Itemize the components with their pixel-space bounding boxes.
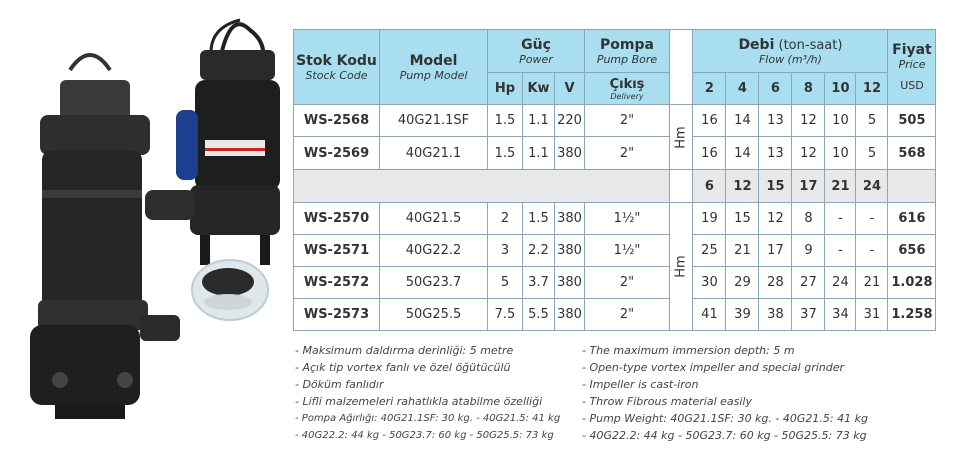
flow-col-a-4: 10 (825, 73, 856, 105)
note-line: - 40G22.2: 44 kg - 50G23.7: 60 kg - 50G25.5: 73 kg (295, 430, 554, 441)
flow-cell: 37 (792, 299, 825, 331)
note-line: - Maksimum daldırma derinliği: 5 metre (295, 344, 514, 357)
v-cell: 380 (555, 137, 585, 170)
v-header: V (555, 73, 585, 105)
flow-cell: 14 (726, 137, 759, 170)
kw-cell: 2.2 (523, 235, 555, 267)
note-line: - Impeller is cast-iron (582, 378, 699, 391)
bore-cell: 1½" (585, 203, 670, 235)
hp-cell: 7.5 (488, 299, 523, 331)
bore-cell: 2" (585, 299, 670, 331)
flow-cell: - (856, 235, 888, 267)
pump-product-image (0, 0, 295, 449)
note-line: - Open-type vortex impeller and special grinder (582, 361, 845, 374)
bore-cell: 2" (585, 137, 670, 170)
stock-code-cell: WS-2569 (294, 137, 380, 170)
note-line: - The maximum immersion depth: 5 m (582, 344, 795, 357)
flow-cell: 31 (856, 299, 888, 331)
flow-cell: 14 (726, 105, 759, 137)
flow-cell: 38 (759, 299, 792, 331)
hp-cell: 1.5 (488, 137, 523, 170)
flow-cell: 24 (825, 267, 856, 299)
note-line: - Pompa Ağırlığı: 40G21.1SF: 30 kg. - 40G21.5: 41 kg (295, 413, 561, 424)
flow-cell: 41 (693, 299, 726, 331)
flow-cell: 12 (792, 137, 825, 170)
price-cell: 1.028 (888, 267, 936, 299)
flow-cell: 12 (759, 203, 792, 235)
flow-cell: 19 (693, 203, 726, 235)
flow-col-b-4: 21 (825, 170, 856, 203)
hp-cell: 1.5 (488, 105, 523, 137)
flow-cell: 25 (693, 235, 726, 267)
flow-col-a-5: 12 (856, 73, 888, 105)
flow-cell: 5 (856, 105, 888, 137)
flow-cell: 39 (726, 299, 759, 331)
flow-cell: 10 (825, 137, 856, 170)
flow-col-b-0: 6 (693, 170, 726, 203)
flow-col-b-1: 12 (726, 170, 759, 203)
header-row-1 (294, 30, 936, 73)
flow-col-b-3: 17 (792, 170, 825, 203)
flow-cell: 30 (693, 267, 726, 299)
outlet-header: Çıkış Delivery (585, 73, 670, 105)
flow-col-a-1: 4 (726, 73, 759, 105)
flow-cell: 21 (726, 235, 759, 267)
flow-cell: 27 (792, 267, 825, 299)
v-cell: 380 (555, 267, 585, 299)
hp-header: Hp (488, 73, 523, 105)
hp-cell: 3 (488, 235, 523, 267)
v-cell: 380 (555, 203, 585, 235)
flow-cell: 29 (726, 267, 759, 299)
flow-cell: 28 (759, 267, 792, 299)
separator-cell (294, 170, 670, 203)
flow-col-a-3: 8 (792, 73, 825, 105)
table-row (294, 137, 936, 170)
note-line: - Pump Weight: 40G21.1SF: 30 kg. - 40G21.5: 41 kg (582, 412, 868, 425)
flow-cell: 21 (856, 267, 888, 299)
price-cell: 656 (888, 235, 936, 267)
note-line: - 40G22.2: 44 kg - 50G23.7: 60 kg - 50G25.5: 73 kg (582, 429, 867, 442)
hp-cell: 2 (488, 203, 523, 235)
note-line: - Lifli malzemeleri rahatlıkla atabilme özelliği (295, 395, 543, 408)
price-cell: 1.258 (888, 299, 936, 331)
model-header: Model Pump Model (380, 30, 488, 105)
price-cell: 616 (888, 203, 936, 235)
hm-spacer (670, 170, 693, 203)
stock-code-cell: WS-2573 (294, 299, 380, 331)
small-pump-illustration (145, 20, 280, 320)
flow-cell: 9 (792, 235, 825, 267)
flow-cell: 13 (759, 137, 792, 170)
notes-english (582, 342, 868, 444)
flow-cell: 15 (726, 203, 759, 235)
stock-code-cell: WS-2572 (294, 267, 380, 299)
hp-cell: 5 (488, 267, 523, 299)
large-pump-illustration (30, 55, 180, 419)
flow-col-a-0: 2 (693, 73, 726, 105)
stock-code-cell: WS-2571 (294, 235, 380, 267)
table-row (294, 267, 936, 299)
v-cell: 220 (555, 105, 585, 137)
stock-code-cell: WS-2570 (294, 203, 380, 235)
kw-cell: 5.5 (523, 299, 555, 331)
flow-col-a-2: 6 (759, 73, 792, 105)
hm-label-a: Hm (670, 105, 693, 170)
flow-header-row-b (294, 170, 936, 203)
note-line: - Döküm fanlıdır (295, 378, 384, 391)
model-cell: 40G21.1 (380, 137, 488, 170)
v-cell: 380 (555, 235, 585, 267)
table-row (294, 299, 936, 331)
stock-code-cell: WS-2568 (294, 105, 380, 137)
kw-header: Kw (523, 73, 555, 105)
flow-cell: 12 (792, 105, 825, 137)
bore-cell: 2" (585, 105, 670, 137)
model-cell: 50G25.5 (380, 299, 488, 331)
v-cell: 380 (555, 299, 585, 331)
bore-cell: 2" (585, 267, 670, 299)
model-cell: 50G23.7 (380, 267, 488, 299)
table-row (294, 235, 936, 267)
table-row (294, 203, 936, 235)
flow-cell: - (825, 203, 856, 235)
bore-header: Pompa Pump Bore (585, 30, 670, 73)
flow-col-b-2: 15 (759, 170, 792, 203)
flow-col-b-5: 24 (856, 170, 888, 203)
flow-cell: 5 (856, 137, 888, 170)
price-header: Fiyat Price USD (888, 30, 936, 105)
power-header: Güç Power (488, 30, 585, 73)
kw-cell: 3.7 (523, 267, 555, 299)
bore-cell: 1½" (585, 235, 670, 267)
flow-cell: 10 (825, 105, 856, 137)
note-line: - Throw Fibrous material easily (582, 395, 752, 408)
flow-cell: 8 (792, 203, 825, 235)
model-cell: 40G21.5 (380, 203, 488, 235)
model-cell: 40G21.1SF (380, 105, 488, 137)
flow-cell: 17 (759, 235, 792, 267)
price-cell: 568 (888, 137, 936, 170)
model-cell: 40G22.2 (380, 235, 488, 267)
separator-cell (888, 170, 936, 203)
kw-cell: 1.1 (523, 105, 555, 137)
hm-spacer (670, 30, 693, 105)
pump-spec-table (293, 29, 936, 331)
kw-cell: 1.1 (523, 137, 555, 170)
price-cell: 505 (888, 105, 936, 137)
flow-cell: - (856, 203, 888, 235)
flow-cell: 34 (825, 299, 856, 331)
stock-code-header: Stok Kodu Stock Code (294, 30, 380, 105)
flow-cell: 13 (759, 105, 792, 137)
flow-cell: 16 (693, 137, 726, 170)
table-row (294, 105, 936, 137)
note-line: - Açık tip vortex fanlı ve özel öğütücülü (295, 361, 511, 374)
flow-cell: - (825, 235, 856, 267)
flow-header: Debi (ton-saat) Flow (m³/h) (693, 30, 888, 73)
kw-cell: 1.5 (523, 203, 555, 235)
notes-turkish (295, 342, 560, 444)
hm-label-b: Hm (670, 203, 693, 331)
flow-cell: 16 (693, 105, 726, 137)
